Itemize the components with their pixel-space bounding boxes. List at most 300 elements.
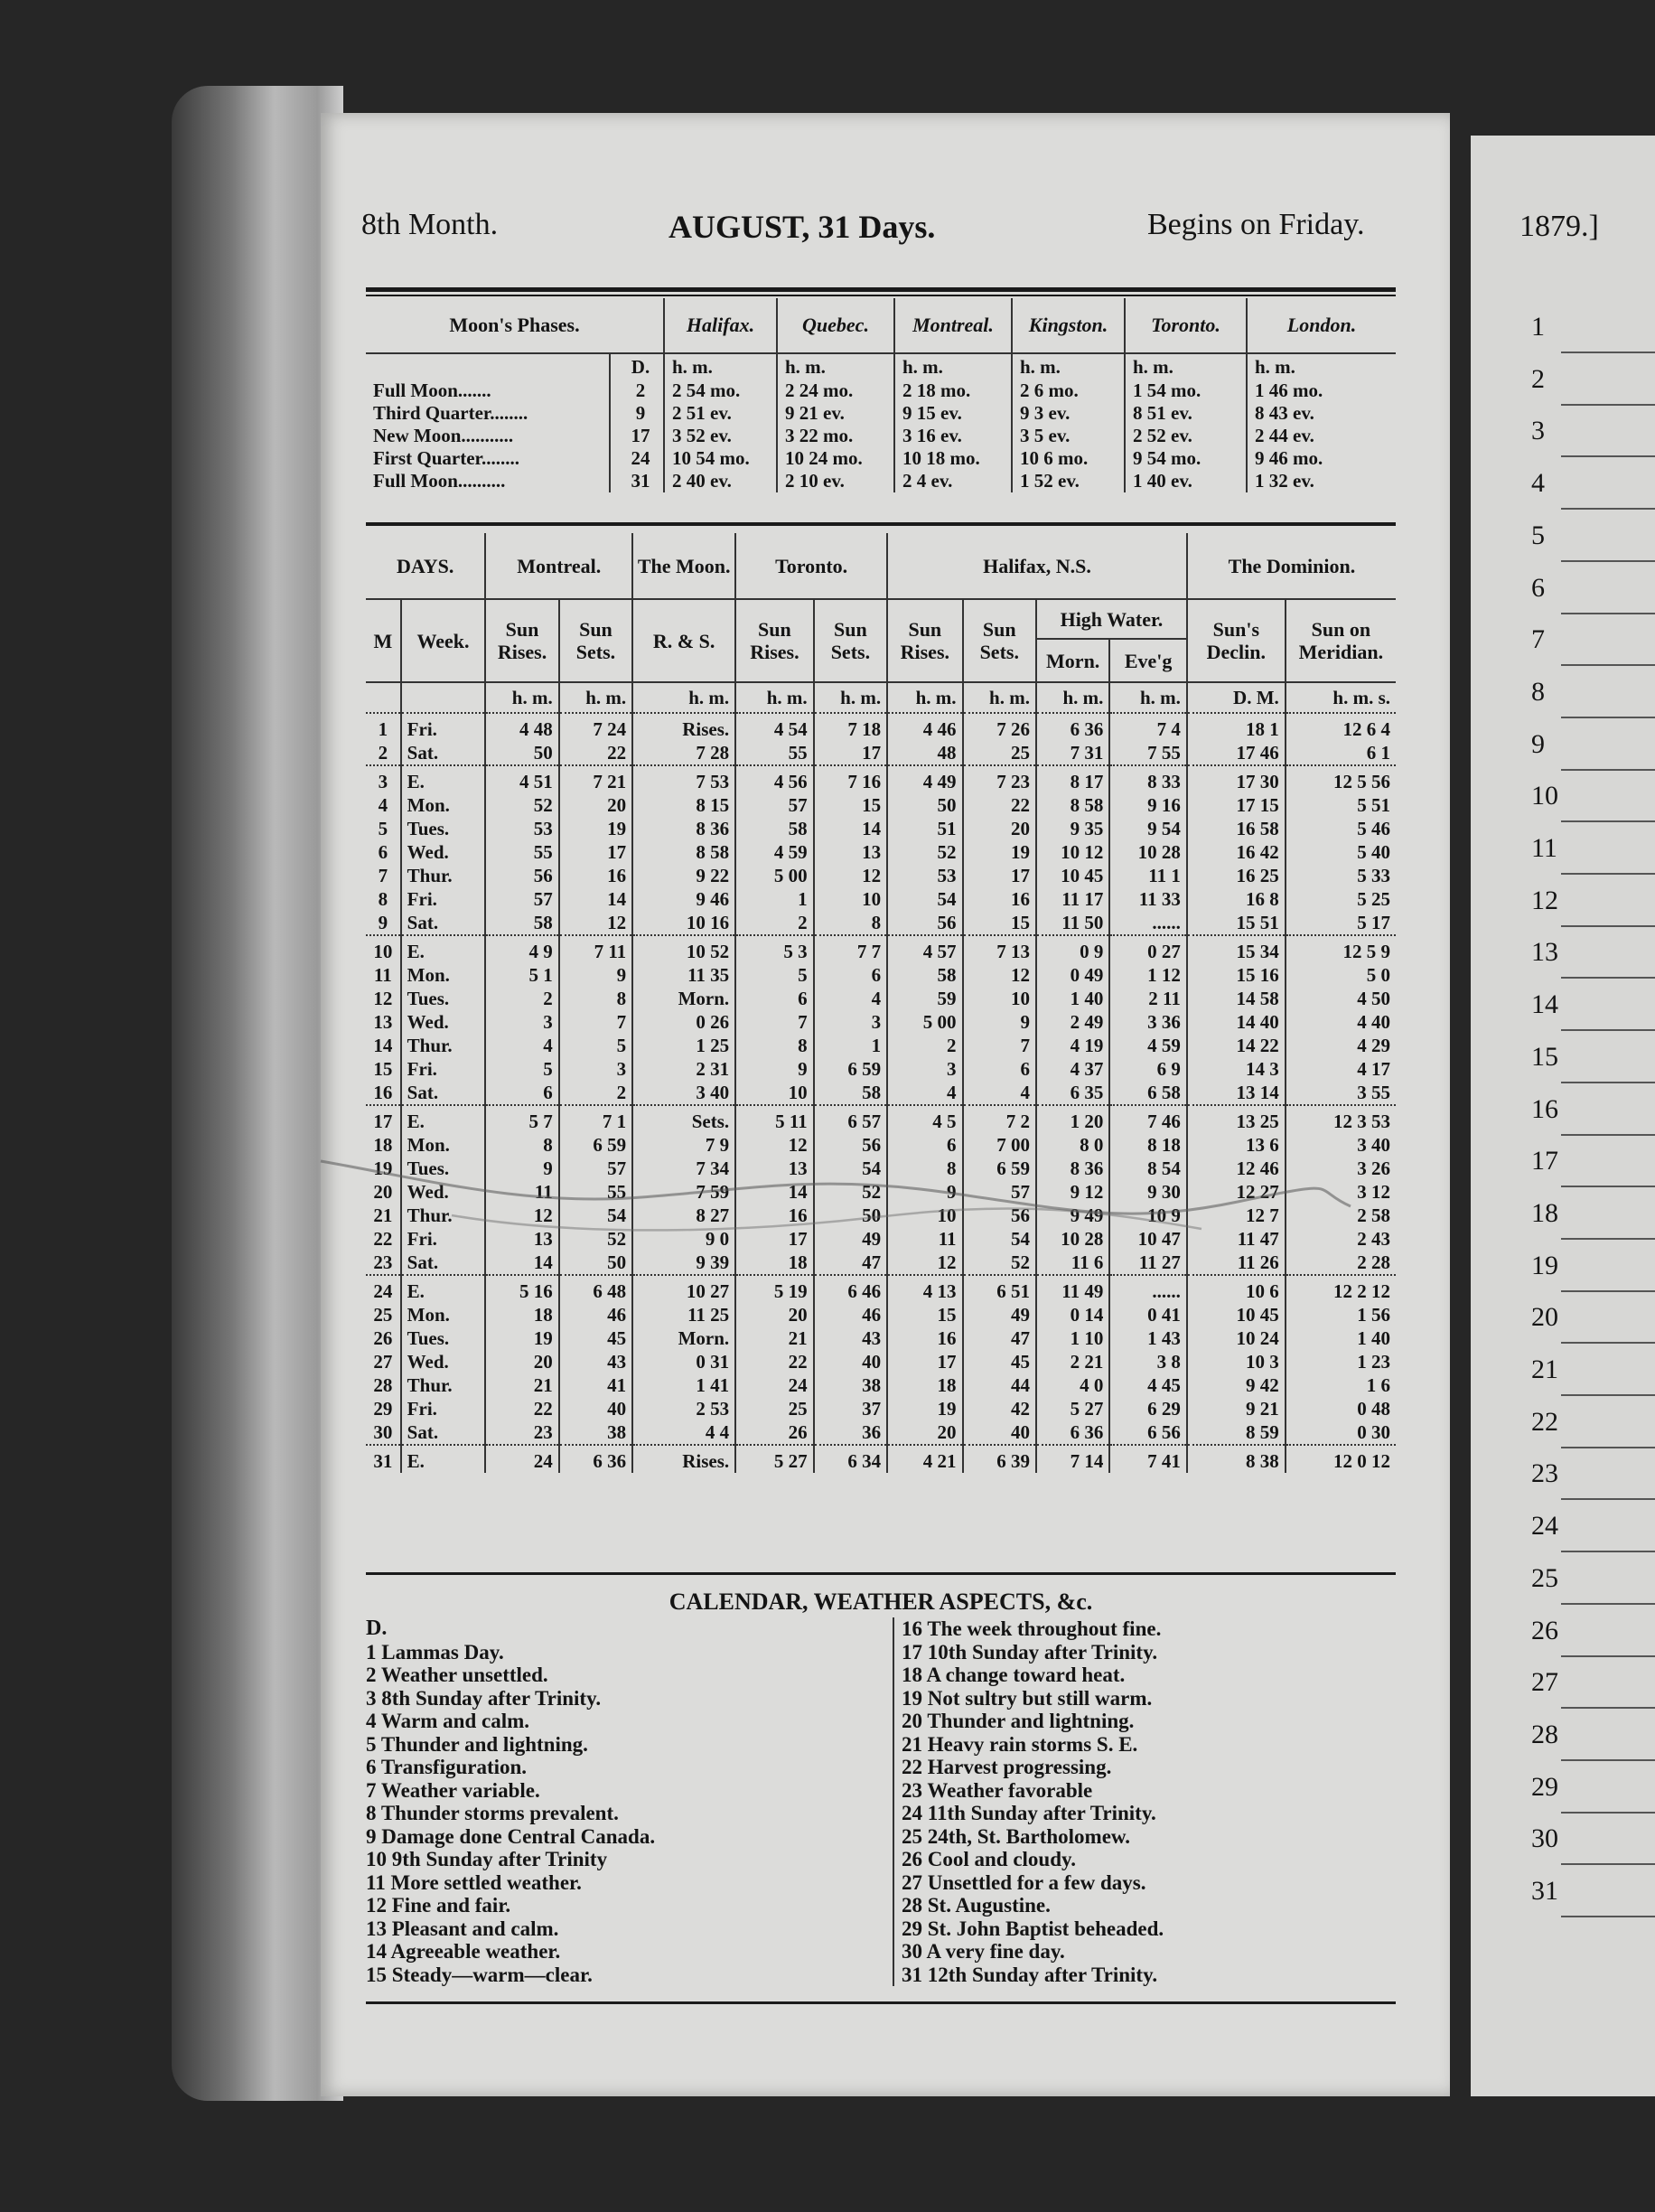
facing-day-number: 17 <box>1531 1146 1558 1176</box>
calendar-cell: 0 49 <box>1036 963 1109 987</box>
calendar-cell: 4 9 <box>485 935 558 963</box>
calendar-cell: 1 41 <box>632 1373 735 1397</box>
calendar-cell: 12 <box>887 1251 962 1275</box>
calendar-cell: 27 <box>366 1350 401 1373</box>
calendar-cell: 5 <box>559 1034 632 1057</box>
phase-time: 2 54 mo. <box>664 380 777 402</box>
calendar-cell: Sat. <box>401 1251 486 1275</box>
calendar-cell: E. <box>401 765 486 793</box>
weather-note: 5 Thunder and lightning. <box>366 1732 588 1756</box>
calendar-cell: 4 45 <box>1109 1373 1187 1397</box>
bottom-rule <box>366 2001 1396 2004</box>
calendar-cell: 7 11 <box>559 935 632 963</box>
calendar-cell: 12 <box>963 963 1036 987</box>
calendar-cell: 2 <box>366 741 401 765</box>
calendar-cell: 52 <box>814 1180 887 1204</box>
calendar-cell: 2 53 <box>632 1397 735 1420</box>
calendar-cell: 8 36 <box>1036 1157 1109 1180</box>
calendar-cell: 7 7 <box>814 935 887 963</box>
calendar-cell: 23 <box>485 1420 558 1445</box>
calendar-cell: Thur. <box>401 1034 486 1057</box>
calendar-cell: 8 <box>559 987 632 1010</box>
calendar-cell: 4 <box>485 1034 558 1057</box>
unit-cell: h. m. <box>632 682 735 713</box>
phase-time: 2 6 mo. <box>1012 380 1125 402</box>
calendar-cell: 3 55 <box>1357 1082 1390 1103</box>
calendar-cell: 4 0 <box>1036 1373 1109 1397</box>
calendar-cell: Sat. <box>401 911 486 935</box>
facing-day-rule <box>1561 1655 1655 1657</box>
phase-time: 2 40 ev. <box>664 470 777 492</box>
calendar-cell: 6 29 <box>1109 1397 1187 1420</box>
calendar-cell: 58 <box>485 911 558 935</box>
weather-note: 27 Unsettled for a few days. <box>902 1870 1146 1894</box>
calendar-cell: 1 56 <box>1357 1304 1390 1326</box>
calendar-cell: 48 <box>887 741 962 765</box>
calendar-cell: 20 <box>366 1180 401 1204</box>
facing-day-number: 10 <box>1531 781 1558 811</box>
book-page-edges <box>172 86 343 2101</box>
calendar-cell: 13 25 <box>1187 1105 1286 1133</box>
calendar-cell: 5 00 <box>887 1010 962 1034</box>
unit-cell: h. m. <box>735 682 814 713</box>
col-halifax-rise: Sun Rises. <box>887 599 962 682</box>
phase-name: New Moon........... <box>373 425 514 446</box>
calendar-cell: 0 27 <box>1109 935 1187 963</box>
calendar-cell: 3 40 <box>632 1081 735 1105</box>
calendar-cell: Morn. <box>632 1326 735 1350</box>
weather-note: 18 A change toward heat. <box>902 1664 1126 1686</box>
calendar-cell: 9 <box>559 963 632 987</box>
calendar-cell: 42 <box>963 1397 1036 1420</box>
calendar-cell: 43 <box>814 1326 887 1350</box>
weather-note: 22 Harvest progressing. <box>902 1756 1112 1778</box>
calendar-cell: 7 2 <box>963 1105 1036 1133</box>
calendar-cell: 6 46 <box>814 1275 887 1303</box>
calendar-cell: 18 <box>366 1133 401 1157</box>
calendar-cell: 15 16 <box>1187 963 1286 987</box>
calendar-cell: 22 <box>559 741 632 765</box>
facing-day-number: 12 <box>1531 885 1558 915</box>
calendar-cell: 6 58 <box>1109 1081 1187 1105</box>
col-month-day: M <box>366 599 401 682</box>
moon-phases-header <box>366 298 1396 353</box>
calendar-cell: 5 <box>485 1057 558 1081</box>
weather-note: 17 10th Sunday after Trinity. <box>902 1640 1158 1664</box>
calendar-day-row <box>366 1397 1396 1420</box>
calendar-cell: 0 30 <box>1357 1421 1390 1443</box>
city-montreal: Montreal. <box>894 298 1012 353</box>
col-montreal-rise: Sun Rises. <box>485 599 558 682</box>
calendar-cell: Mon. <box>401 963 486 987</box>
calendar-cell: 5 46 <box>1357 818 1390 839</box>
calendar-cell: Wed. <box>401 1010 486 1034</box>
calendar-day-row <box>366 1057 1396 1081</box>
calendar-cell: 14 58 <box>1187 987 1286 1010</box>
col-morn: Morn. <box>1036 639 1109 682</box>
facing-day-number: 30 <box>1531 1823 1558 1854</box>
facing-day-rule <box>1561 1342 1655 1344</box>
calendar-cell: 49 <box>814 1227 887 1251</box>
calendar-cell: 9 30 <box>1109 1180 1187 1204</box>
col-high-water: High Water. <box>1036 599 1187 639</box>
calendar-cell: 28 <box>366 1373 401 1397</box>
calendar-day-row <box>366 1034 1396 1057</box>
calendar-cell: 7 55 <box>1109 741 1187 765</box>
calendar-cell: 6 59 <box>963 1157 1036 1180</box>
calendar-cell: Fri. <box>401 1227 486 1251</box>
weather-note: 28 St. Augustine. <box>902 1894 1051 1917</box>
calendar-cell: 10 12 <box>1036 840 1109 864</box>
calendar-cell: 13 <box>735 1157 814 1180</box>
calendar-cell: 19 <box>485 1326 558 1350</box>
facing-day-rule <box>1561 455 1655 457</box>
calendar-cell: 38 <box>814 1373 887 1397</box>
phase-time: 3 16 ev. <box>894 425 1012 447</box>
calendar-cell: Wed. <box>401 1350 486 1373</box>
facing-day-number: 31 <box>1531 1876 1558 1906</box>
calendar-cell: 16 <box>963 887 1036 911</box>
facing-day-rule <box>1561 1447 1655 1448</box>
calendar-cell: 11 49 <box>1036 1275 1109 1303</box>
calendar-cell: 17 <box>887 1350 962 1373</box>
calendar-cell: 8 36 <box>632 817 735 840</box>
facing-day-rule <box>1561 1238 1655 1240</box>
facing-day-number: 28 <box>1531 1719 1558 1749</box>
facing-day-number: 9 <box>1531 728 1545 759</box>
calendar-cell: 4 48 <box>485 713 558 741</box>
calendar-day-row <box>366 887 1396 911</box>
calendar-day-row <box>366 1251 1396 1275</box>
calendar-cell: 7 34 <box>632 1157 735 1180</box>
weather-note: 12 Fine and fair. <box>366 1894 511 1917</box>
calendar-cell: 26 <box>735 1420 814 1445</box>
calendar-cell: 2 21 <box>1036 1350 1109 1373</box>
weather-note: 20 Thunder and lightning. <box>902 1710 1135 1732</box>
facing-day-number: 2 <box>1531 363 1545 394</box>
col-toronto-rise: Sun Rises. <box>735 599 814 682</box>
unit-cell: h. m. <box>559 682 632 713</box>
calendar-cell: 11 17 <box>1036 887 1109 911</box>
calendar-cell: 52 <box>559 1227 632 1251</box>
phase-time: 1 54 mo. <box>1125 380 1247 402</box>
calendar-cell: 11 1 <box>1109 864 1187 887</box>
calendar-cell: Thur. <box>401 1204 486 1227</box>
group-moon: The Moon. <box>632 533 735 599</box>
phase-time: 2 18 mo. <box>894 380 1012 402</box>
calendar-cell: Thur. <box>401 864 486 887</box>
calendar-cell: 3 12 <box>1357 1181 1390 1203</box>
calendar-cell: 11 35 <box>632 963 735 987</box>
calendar-cell: 9 21 <box>1187 1397 1286 1420</box>
moon-phases-units <box>366 353 1396 380</box>
calendar-cell: 8 <box>485 1133 558 1157</box>
calendar-cell: 57 <box>963 1180 1036 1204</box>
calendar-day-row <box>366 741 1396 765</box>
weather-note: 31 12th Sunday after Trinity. <box>902 1963 1158 1986</box>
calendar-cell: 5 51 <box>1357 794 1390 816</box>
calendar-cell: 6 36 <box>1036 1420 1109 1445</box>
calendar-cell: 40 <box>814 1350 887 1373</box>
calendar-cell: 14 <box>366 1034 401 1057</box>
phase-day: 17 <box>610 425 664 447</box>
calendar-cell: 20 <box>485 1350 558 1373</box>
unit-cell: h. m. s. <box>1332 687 1390 708</box>
calendar-cell: 7 13 <box>963 935 1036 963</box>
calendar-cell: 21 <box>485 1373 558 1397</box>
calendar-cell: 7 <box>963 1034 1036 1057</box>
notes-day-head: D. <box>366 1617 388 1640</box>
facing-day-rule <box>1561 769 1655 771</box>
calendar-day-row <box>366 911 1396 935</box>
calendar-day-row <box>366 963 1396 987</box>
calendar-cell: 5 16 <box>485 1275 558 1303</box>
phase-time: 1 32 ev. <box>1255 470 1314 492</box>
calendar-cell: 12 27 <box>1187 1180 1286 1204</box>
calendar-cell: 25 <box>963 741 1036 765</box>
facing-day-rule <box>1561 613 1655 614</box>
calendar-cell: 10 28 <box>1109 840 1187 864</box>
calendar-cell: 47 <box>814 1251 887 1275</box>
calendar-cell: 1 40 <box>1036 987 1109 1010</box>
calendar-cell: 10 28 <box>1036 1227 1109 1251</box>
calendar-cell: 46 <box>559 1303 632 1326</box>
calendar-cell: 12 2 12 <box>1286 1275 1396 1303</box>
weather-note: 6 Transfiguration. <box>366 1756 528 1778</box>
phase-day: 9 <box>610 402 664 425</box>
calendar-cell: 9 <box>735 1057 814 1081</box>
group-montreal: Montreal. <box>485 533 632 599</box>
calendar-cell: 52 <box>485 793 558 817</box>
calendar-day-row <box>366 1420 1396 1445</box>
calendar-cell: 7 46 <box>1109 1105 1187 1133</box>
calendar-cell: 6 48 <box>559 1275 632 1303</box>
calendar-cell: 9 22 <box>632 864 735 887</box>
city-quebec: Quebec. <box>777 298 894 353</box>
calendar-cell: 13 14 <box>1187 1081 1286 1105</box>
weather-note: 30 A very fine day. <box>902 1940 1065 1963</box>
calendar-cell: 9 <box>485 1157 558 1180</box>
phase-name: Full Moon....... <box>373 380 491 401</box>
calendar-cell: 6 <box>814 963 887 987</box>
calendar-cell: 4 4 <box>632 1420 735 1445</box>
calendar-cell: 4 37 <box>1036 1057 1109 1081</box>
calendar-cell: 8 58 <box>632 840 735 864</box>
calendar-cell: Mon. <box>401 1303 486 1326</box>
calendar-cell: 5 0 <box>1366 964 1390 986</box>
facing-day-number: 26 <box>1531 1615 1558 1645</box>
calendar-cell: 11 26 <box>1187 1251 1286 1275</box>
city-london: London. <box>1247 298 1396 353</box>
calendar-cell: E. <box>401 1445 486 1473</box>
col-montreal-set: Sun Sets. <box>559 599 632 682</box>
facing-day-rule <box>1561 1394 1655 1396</box>
calendar-cell: 9 46 <box>632 887 735 911</box>
phase-time: 3 5 ev. <box>1012 425 1125 447</box>
calendar-cell: 6 35 <box>1036 1081 1109 1105</box>
calendar-cell: 13 <box>485 1227 558 1251</box>
calendar-cell: 58 <box>887 963 962 987</box>
calendar-cell: Wed. <box>401 1180 486 1204</box>
calendar-cell: 45 <box>963 1350 1036 1373</box>
facing-day-rule <box>1561 873 1655 875</box>
calendar-cell: 7 24 <box>559 713 632 741</box>
calendar-cell: 2 <box>887 1034 962 1057</box>
calendar-cell: 10 3 <box>1187 1350 1286 1373</box>
phase-time: 2 52 ev. <box>1125 425 1247 447</box>
weather-note: 10 9th Sunday after Trinity <box>366 1848 608 1870</box>
calendar-day-row <box>366 987 1396 1010</box>
calendar-cell: 1 10 <box>1036 1326 1109 1350</box>
calendar-cell: 50 <box>887 793 962 817</box>
calendar-cell: Fri. <box>401 713 486 741</box>
calendar-cell: 8 <box>366 887 401 911</box>
calendar-cell: 5 27 <box>735 1445 814 1473</box>
unit-label: h. m. <box>1125 353 1247 380</box>
calendar-cell: 9 49 <box>1036 1204 1109 1227</box>
calendar-cell: 10 <box>963 987 1036 1010</box>
calendar-cell: 16 <box>559 864 632 887</box>
facing-day-rule <box>1561 664 1655 666</box>
calendar-cell: 15 51 <box>1187 911 1286 935</box>
weather-note: 2 Weather unsettled. <box>366 1664 548 1686</box>
calendar-cell: 10 52 <box>632 935 735 963</box>
calendar-cell: 7 1 <box>559 1105 632 1133</box>
calendar-cell: 7 14 <box>1036 1445 1109 1473</box>
calendar-cell: 8 33 <box>1109 765 1187 793</box>
phase-time: 10 24 mo. <box>777 447 894 470</box>
calendar-cell: 1 <box>814 1034 887 1057</box>
moon-phase-row <box>366 470 1396 492</box>
facing-day-rule <box>1561 1707 1655 1709</box>
calendar-cell: Thur. <box>401 1373 486 1397</box>
calendar-cell: 8 58 <box>1036 793 1109 817</box>
calendar-cell: Sets. <box>632 1105 735 1133</box>
calendar-cell: 14 <box>735 1180 814 1204</box>
calendar-cell: 3 36 <box>1109 1010 1187 1034</box>
calendar-cell: 15 <box>887 1303 962 1326</box>
calendar-cell: 50 <box>814 1204 887 1227</box>
weather-note: 29 St. John Baptist beheaded. <box>902 1917 1164 1940</box>
city-halifax: Halifax. <box>664 298 777 353</box>
calendar-cell: 9 16 <box>1109 793 1187 817</box>
calendar-cell: 1 6 <box>1366 1374 1390 1396</box>
calendar-cell: 13 <box>366 1010 401 1034</box>
calendar-cell: 11 33 <box>1109 887 1187 911</box>
city-toronto: Toronto. <box>1125 298 1247 353</box>
weather-note: 24 11th Sunday after Trinity. <box>902 1802 1156 1824</box>
calendar-cell: 40 <box>963 1420 1036 1445</box>
calendar-cell: 2 49 <box>1036 1010 1109 1034</box>
calendar-cell: 11 50 <box>1036 911 1109 935</box>
facing-day-number: 25 <box>1531 1562 1558 1593</box>
facing-day-rule <box>1561 1551 1655 1552</box>
calendar-cell: 12 <box>735 1133 814 1157</box>
calendar-cell: Mon. <box>401 793 486 817</box>
col-meridian: Sun on Meridian. <box>1286 599 1396 682</box>
phase-time: 2 44 ev. <box>1255 425 1314 446</box>
phase-day: 24 <box>610 447 664 470</box>
calendar-cell: 2 28 <box>1357 1251 1390 1273</box>
calendar-cell: 50 <box>485 741 558 765</box>
calendar-cell: 10 24 <box>1187 1326 1286 1350</box>
calendar-cell: 16 25 <box>1187 864 1286 887</box>
calendar-day-row <box>366 1275 1396 1303</box>
group-dominion: The Dominion. <box>1187 533 1396 599</box>
calendar-cell: 12 5 9 <box>1286 935 1396 963</box>
weather-note: 23 Weather favorable <box>902 1778 1093 1802</box>
calendar-cell: 5 3 <box>735 935 814 963</box>
calendar-cell: 24 <box>366 1275 401 1303</box>
calendar-cell: 7 18 <box>814 713 887 741</box>
calendar-cell: 14 <box>559 887 632 911</box>
col-declination: Sun's Declin. <box>1187 599 1286 682</box>
facing-day-rule <box>1561 351 1655 353</box>
facing-day-number: 21 <box>1531 1354 1558 1384</box>
phase-time: 9 15 ev. <box>894 402 1012 425</box>
calendar-cell: 1 23 <box>1357 1351 1390 1373</box>
calendar-cell: 7 28 <box>632 741 735 765</box>
col-week: Week. <box>401 599 486 682</box>
moon-phase-row <box>366 380 1396 402</box>
calendar-cell: 18 <box>735 1251 814 1275</box>
calendar-cell: 12 6 4 <box>1286 713 1396 741</box>
calendar-cell: 3 <box>814 1010 887 1034</box>
facing-day-rule <box>1561 560 1655 562</box>
calendar-cell: 3 <box>366 765 401 793</box>
calendar-cell: 10 <box>366 935 401 963</box>
calendar-cell: 10 6 <box>1187 1275 1286 1303</box>
calendar-cell: 40 <box>559 1397 632 1420</box>
calendar-cell: Tues. <box>401 817 486 840</box>
facing-day-number: 19 <box>1531 1250 1558 1280</box>
calendar-cell: 22 <box>735 1350 814 1373</box>
group-toronto: Toronto. <box>735 533 887 599</box>
calendar-cell: 5 1 <box>485 963 558 987</box>
calendar-cell: 16 <box>366 1081 401 1105</box>
calendar-cell: 3 40 <box>1357 1134 1390 1156</box>
calendar-cell: 16 <box>887 1326 962 1350</box>
facing-day-number: 7 <box>1531 624 1545 655</box>
calendar-day-row <box>366 1303 1396 1326</box>
facing-day-number: 23 <box>1531 1458 1558 1489</box>
phase-day: 2 <box>610 380 664 402</box>
phase-time: 9 54 mo. <box>1125 447 1247 470</box>
calendar-cell: 6 59 <box>814 1057 887 1081</box>
unit-cell: h. m. <box>1036 682 1109 713</box>
calendar-cell: 30 <box>366 1420 401 1445</box>
calendar-day-row <box>366 840 1396 864</box>
daily-calendar-table <box>366 533 1396 1473</box>
top-rule-thin <box>366 295 1396 296</box>
calendar-cell: 6 <box>485 1081 558 1105</box>
calendar-group-header <box>366 533 1396 599</box>
calendar-cell: 4 <box>814 987 887 1010</box>
calendar-cell: 19 <box>963 840 1036 864</box>
calendar-cell: 13 <box>814 840 887 864</box>
calendar-cell: 5 17 <box>1357 912 1390 933</box>
calendar-cell: 6 56 <box>1109 1420 1187 1445</box>
calendar-cell: 18 1 <box>1187 713 1286 741</box>
calendar-cell: 20 <box>735 1303 814 1326</box>
calendar-cell: 1 20 <box>1036 1105 1109 1133</box>
calendar-day-row <box>366 935 1396 963</box>
calendar-cell: 36 <box>814 1420 887 1445</box>
calendar-cell: 5 11 <box>735 1105 814 1133</box>
calendar-cell: 57 <box>485 887 558 911</box>
calendar-cell: ...... <box>1109 911 1187 935</box>
calendar-cell: 56 <box>963 1204 1036 1227</box>
